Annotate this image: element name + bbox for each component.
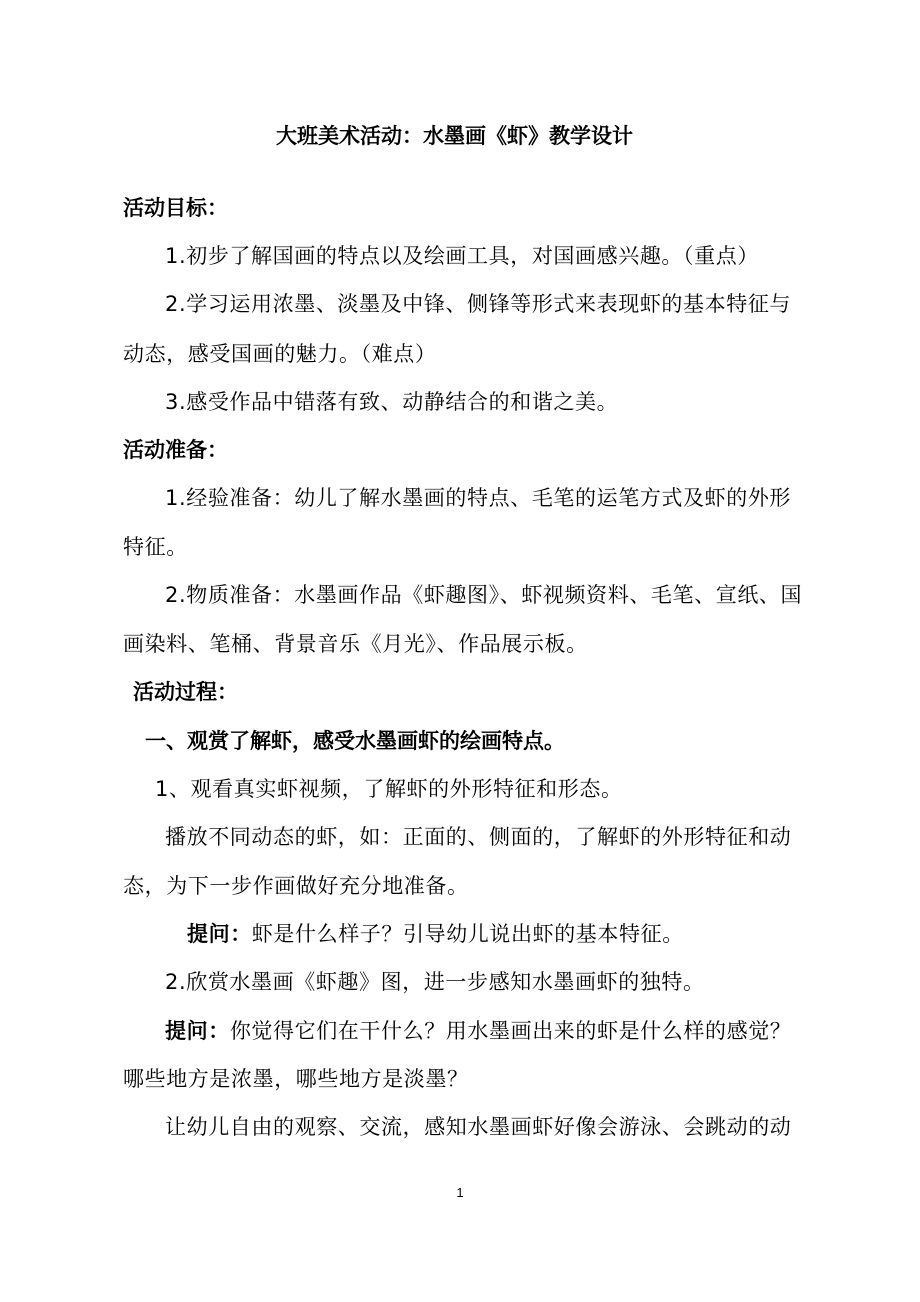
question-2-text: 你觉得它们在干什么？用水墨画出来的虾是什么样的感觉？ xyxy=(229,1019,792,1043)
process-para-2-line-1: 让幼儿自由的观察、交流，感知水墨画虾好像会游泳、会跳动的动 xyxy=(165,1115,792,1139)
question-2-line-2: 哪些地方是浓墨，哪些地方是淡墨？ xyxy=(123,1067,469,1091)
process-step-1: 1、观看真实虾视频，了解虾的外形特征和形态。 xyxy=(155,777,623,801)
process-para-1-line-1: 播放不同动态的虾，如：正面的、侧面的，了解虾的外形特征和动 xyxy=(165,825,792,849)
goal-item-3: 3.感受作品中错落有致、动静结合的和谐之美。 xyxy=(165,390,619,414)
question-2 xyxy=(165,1017,791,1045)
goal-item-1: 1.初步了解国画的特点以及绘画工具，对国画感兴趣。（重点） xyxy=(165,244,759,268)
prep-item-2-line-2: 画染料、笔桶、背景音乐《月光》、作品展示板。 xyxy=(123,632,588,656)
section-1-heading: 一、观赏了解虾，感受水墨画虾的绘画特点。 xyxy=(145,729,565,753)
question-1-label: 提问： xyxy=(187,922,252,946)
goal-item-2-line-1: 2.学习运用浓墨、淡墨及中锋、侧锋等形式来表现虾的基本特征与 xyxy=(165,292,792,316)
goals-heading: 活动目标： xyxy=(123,196,228,220)
process-heading: 活动过程： xyxy=(133,680,238,704)
question-2-label: 提问： xyxy=(165,1019,230,1043)
goal-item-2-line-2: 动态，感受国画的魅力。（难点） xyxy=(123,342,437,366)
prep-item-1-line-1: 1.经验准备：幼儿了解水墨画的特点、毛笔的运笔方式及虾的外形 xyxy=(165,486,792,510)
question-1 xyxy=(187,920,684,948)
question-1-text: 虾是什么样子？引导幼儿说出虾的基本特征。 xyxy=(251,922,684,946)
prep-item-2-line-1: 2.物质准备：水墨画作品《虾趣图》、虾视频资料、毛笔、宣纸、国 xyxy=(165,583,803,607)
prep-item-1-line-2: 特征。 xyxy=(123,535,188,559)
process-step-2: 2.欣赏水墨画《虾趣》图，进一步感知水墨画虾的独特。 xyxy=(165,970,705,994)
process-para-1-line-2: 态，为下一步作画做好充分地准备。 xyxy=(123,874,469,898)
page-title: 大班美术活动：水墨画《虾》教学设计 xyxy=(276,124,633,148)
prep-heading: 活动准备： xyxy=(123,438,228,462)
page-number: 1 xyxy=(456,1185,464,1200)
